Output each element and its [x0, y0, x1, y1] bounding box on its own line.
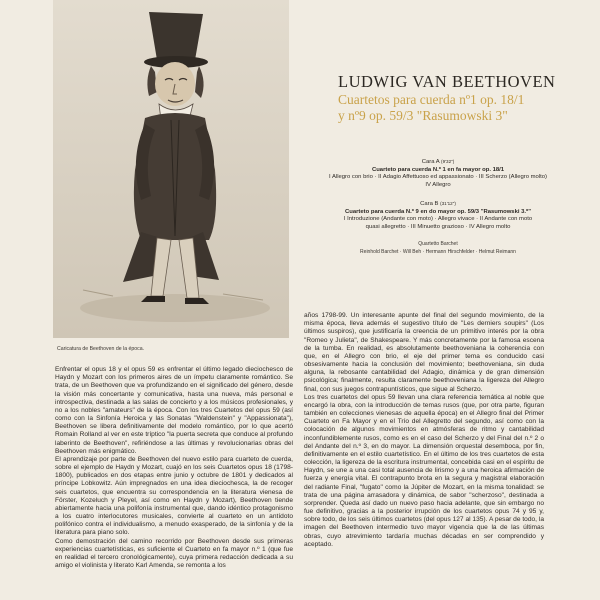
performers-credits	[318, 241, 558, 256]
illustration-caption: Caricatura de Beethoven de la época.	[57, 346, 145, 352]
side-a-heading	[318, 159, 558, 167]
caricature-drawing	[53, 0, 289, 338]
side-a-piece: Cuarteto para cuerda N.º 1 en fa mayor op. 18/1	[371, 166, 505, 173]
right-paragraph-2: Los tres cuartetos del opus 59 llevan una clara referencia temática al noble que encargó la obra, con la introducción de temas rusos (que, por otra parte, figuran también en colecciones vienesas de aquella época) en el Allegro final del Primer Cuarteto en Fa Mayor y en el Trío del Allegretto del segundo, así como con la colocación de algunos movimientos en atmósferas de ritmo y cantabilidad inconfundiblemente rusos, como es en el caso del Scherzo y del Final del n.º 2 o del Andante del n.º 3, en do mayor. La dimensión orquestal desemboca, por fin, definitivamente en el estilo cuartetístico. En el último de los tres cuartetos de esta colección, la ligereza de la escritura instrumental, concebida casi en el espíritu de Haydn, se une a una casi total ausencia de lirismo y a una heroica afirmación de fuerza y energía vital. El contrapunto brota en la segura y magistral elaboración del radiante Final, "fugato" como la Júpiter de Mozart, en la misma tonalidad: se trata de una página arrasadora y dinámica, de sabor "scherzoso", destinada a sorprender. Queda así dado un nuevo paso hacia adelante, que sin embargo no fue definitivo, gracias a la posterior irrupción de los cuartetos opus 74 y 95 y, sobre todo, de los seis últimos cuartetos (del opus 127 al 135). A pesar de todo, la imagen del Beethoven intermedio tuvo mayor vigencia que la de las últimas obras, cuyo atrevimiento tardaría muchas décadas en ser comprendido y aceptado.	[304, 393, 544, 548]
side-a-tracklist	[318, 159, 558, 189]
side-b-piece: Cuarteto para cuerda N.º 9 en do mayor op. 59/3 "Rasumowski 3.º"	[344, 208, 531, 215]
left-column-text	[55, 366, 293, 570]
ensemble-members: Reinhold Barchet · Will Beh · Hermann Hirschfelder · Helmut Reimann	[360, 248, 516, 255]
composer-name: LUDWIG VAN BEETHOVEN	[338, 72, 556, 91]
beethoven-caricature-illustration	[53, 0, 289, 338]
right-column-text	[304, 312, 544, 549]
left-paragraph-3: Como demostración del camino recorrido por Beethoven desde sus primeras experiencias cuartetísticas, es suficiente el Cuarteto en fa mayor n.º 1 (que fue en realidad el tercero cronológicamente), cuya primera redacción dedicada a su amigo el violinista y literato Karl Amenda, se remonta a los	[55, 537, 293, 570]
side-b-heading	[318, 201, 558, 209]
side-a-movements-2: IV Allegro	[425, 181, 451, 188]
left-paragraph-2: El aprendizaje por parte de Beethoven del nuevo estilo para cuarteto de cuerda, sobre el ejemplo de Haydn y Mozart, cuajó en los seis Cuartetos opus 18 (1798-1800), publicados en dos etapas entre junio y octubre de 1801 y dedicados al príncipe Lobkowitz. Aún impregnados en una idea dieciochesca, la de recoger seis cuartetos, que encuentra su correspondencia en la literatura vienesa de Förster, Kozeluch y Pleyel, así como en Haydn y Mozart), Beethoven tiende abiertamente hacia una polifonía instrumental que, dando idéntico protagonismo a los cuatro interlocutores musicales, convierte al cuarteto en un antídoto polifónico contra el individualismo, a menudo exasperado, de la sinfonía y de la literatura para piano solo.	[55, 455, 293, 537]
work-title-line-2: y nº9 op. 59/3 "Rasumowski 3"	[338, 107, 508, 123]
side-b-movements-1: I Introduzione (Andante con moto) · Allegro vivace · II Andante con moto	[343, 216, 533, 223]
work-title-line-1: Cuartetos para cuerda nº1 op. 18/1	[338, 92, 525, 107]
right-paragraph-1: años 1798-99. Un interesante apunte del final del segundo movimiento, de la misma época, lleva además el sugestivo título de "Les derniers soupirs" (Los últimos suspiros), que justificaría la creencia de un primitivo interés por la obra "Romeo y Julieta", de Shakespeare. Y más concretamente por la famosa escena de la tumba. En realidad, es absolutamente beethoveniana la coherencia con que, en el Allegro con brio, el eje del primer tema es conducido casi obsesivamente hacia la conclusión del movimiento; beethoveniana, sin duda alguna, la rebosante cantabilidad del Adagio, dinámica y de gran dimensión psicológica; finalmente, resulta claramente beethoveniana la ligereza del Allegro final, con sus juegos contrapuntísticos, que sigue al Scherzo.	[304, 312, 544, 393]
side-b-tracklist	[318, 201, 558, 231]
side-b-label: Cara B	[420, 201, 439, 207]
left-paragraph-1: Enfrentar el opus 18 y el opus 59 es enfrentar el último legado dieciochesco de Haydn y Mozart con los primeros aires de un ímpetu claramente romántico. Se trata, de un Beethoven que va profundizando en el significado del género, desde la visión más concertante y comunicativa, hasta una nueva, más personal e introspectiva, destinada a las salas de concierto y a los músicos profesionales, y no a los nobles "amateurs" de la época. Con los tres Cuartetos del opus 59 (así como con la Sinfonía Heroica y las Sonatas "Waldenstein" y "Appassionata"), Beethoven se libera definitivamente del modelo romántico, por lo que acertó Romain Rolland al ver en este tríptico "la puerta secreta que conduce al profundo laberinto de Beethoven", refiriéndose a las últimas y revolucionarias obras del Beethoven más enigmático.	[55, 366, 293, 455]
ensemble-name: Quartetto Barchet	[418, 241, 458, 247]
side-b-duration: (31'12")	[440, 201, 456, 206]
side-a-duration: (9'32")	[441, 159, 455, 164]
side-b-movements-2: quasi allegretto · III Minuetto grazioso · IV Allegro molto	[365, 223, 511, 230]
side-a-movements-1: I Allegro con brio · II Adagio Affettuoso ed appassionato · III Scherzo (Allegro molto)	[329, 174, 547, 181]
work-title	[338, 92, 524, 123]
side-a-label: Cara A	[421, 159, 440, 165]
